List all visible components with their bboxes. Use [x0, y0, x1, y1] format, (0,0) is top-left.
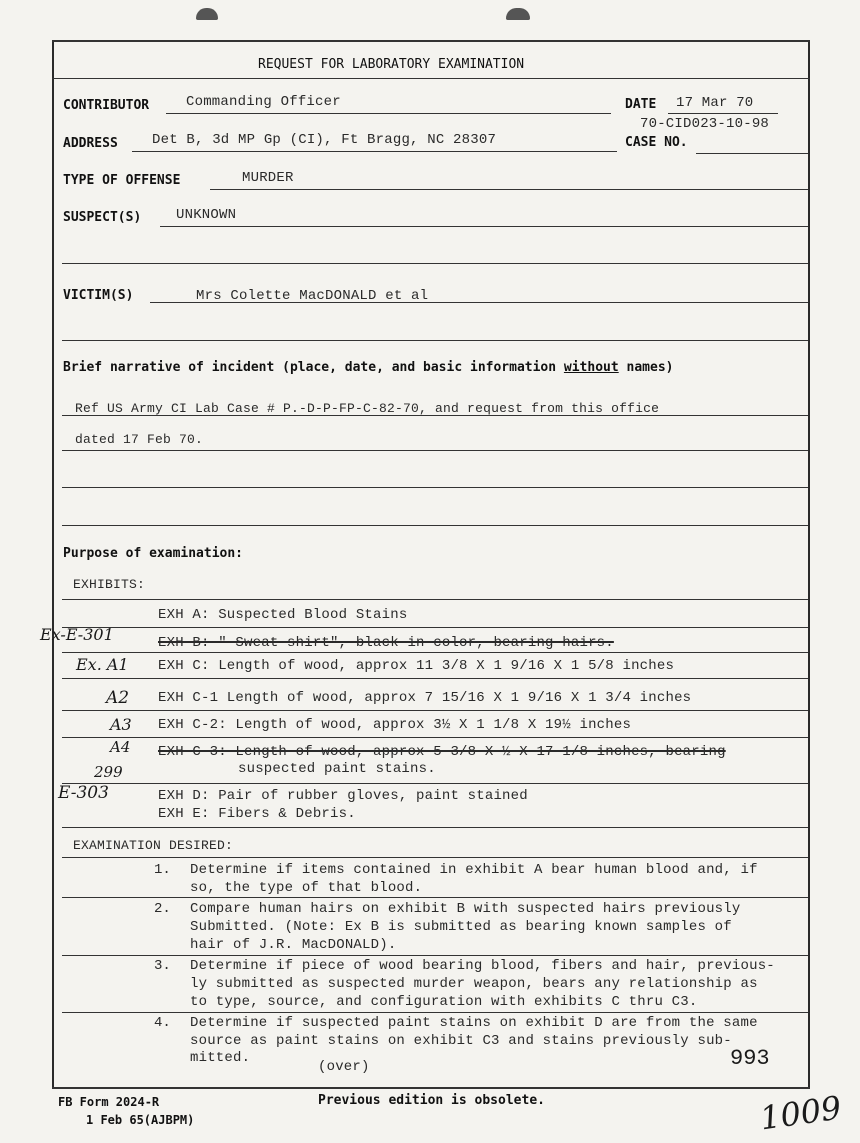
exam-rule	[62, 897, 808, 898]
exam-item-3-num: 3.	[154, 958, 171, 974]
narrative-label-post: names)	[618, 360, 674, 375]
address-underline	[132, 151, 617, 152]
narrative-line-2: dated 17 Feb 70.	[75, 432, 204, 447]
exhibit-c-text: EXH C: Length of wood, approx 11 3/8 X 1 9/16 X 1 5/8 inches	[158, 658, 675, 674]
punch-hole-left-icon	[196, 8, 218, 20]
narrative-label	[63, 360, 674, 375]
exhibit-c3-text: EXH C-3: Length of wood, approx 5 3/8 X ½ X 17 1/8 inches, bearing	[158, 744, 726, 760]
exhibits-rule	[62, 599, 808, 600]
form-border-left	[52, 40, 54, 1088]
examination-label: EXAMINATION DESIRED:	[73, 838, 234, 853]
exam-item-2-line-1: Compare human hairs on exhibit B with suspected hairs previously	[190, 901, 741, 917]
page-stamp: 993	[730, 1046, 770, 1071]
exhibit-c1-margin: A2	[106, 688, 130, 708]
exhibits-label: EXHIBITS:	[73, 577, 146, 592]
exam-item-3-line-3: to type, source, and configuration with exhibits C thru C3.	[190, 994, 698, 1010]
offense-value: MURDER	[242, 170, 294, 186]
exam-item-3-line-1: Determine if piece of wood bearing blood, fibers and hair, previous-	[190, 958, 775, 974]
address-value: Det B, 3d MP Gp (CI), Ft Bragg, NC 28307	[152, 132, 497, 148]
exhibits-end-rule	[62, 827, 808, 828]
exhibit-b-margin: Ex-E-301	[40, 625, 114, 644]
exhibit-rule	[62, 678, 808, 679]
exhibit-rule	[62, 627, 808, 628]
corner-number: 1009	[757, 1088, 844, 1138]
suspect-divider	[62, 263, 808, 264]
victim-divider	[62, 340, 808, 341]
exam-item-4-line-3: mitted.	[190, 1050, 251, 1066]
form-title: REQUEST FOR LABORATORY EXAMINATION	[258, 57, 525, 72]
exam-item-2-line-3: hair of J.R. MacDONALD).	[190, 937, 397, 953]
over-label: (over)	[318, 1059, 370, 1075]
exam-rule	[62, 955, 808, 956]
obsolete-note: Previous edition is obsolete.	[318, 1093, 545, 1108]
contributor-underline	[166, 113, 611, 114]
exam-item-1-line-2: so, the type of that blood.	[190, 880, 423, 896]
contributor-value: Commanding Officer	[186, 94, 341, 110]
exhibit-c1-text: EXH C-1 Length of wood, approx 7 15/16 X 1 9/16 X 1 3/4 inches	[158, 690, 692, 706]
narrative-line-1: Ref US Army CI Lab Case # P.-D-P-FP-C-82-70, and request from this office	[75, 401, 660, 416]
punch-hole-right-icon	[506, 8, 530, 20]
exhibit-a-text: EXH A: Suspected Blood Stains	[158, 607, 408, 623]
examination-label-rule	[62, 857, 808, 858]
form-number: FB Form 2024-R	[58, 1095, 160, 1109]
offense-label: TYPE OF OFFENSE	[63, 173, 181, 188]
case-no-value: 70-CID023-10-98	[640, 116, 770, 132]
narrative-rule-1	[62, 415, 808, 416]
exam-item-4-num: 4.	[154, 1015, 171, 1031]
exhibit-rule	[62, 652, 808, 653]
victim-label: VICTIM(S)	[63, 288, 134, 303]
narrative-label-underlined: without	[563, 360, 619, 375]
victim-underline	[150, 302, 808, 303]
narrative-rule-3	[62, 487, 808, 488]
exhibit-d-text: EXH D: Pair of rubber gloves, paint stained	[158, 788, 528, 804]
exam-item-1-num: 1.	[154, 862, 171, 878]
address-label: ADDRESS	[63, 136, 118, 151]
contributor-label: CONTRIBUTOR	[63, 98, 150, 113]
suspect-underline	[160, 226, 808, 227]
purpose-label: Purpose of examination:	[63, 546, 244, 561]
narrative-label-pre: Brief narrative of incident (place, date, and basic information	[63, 360, 564, 375]
exhibit-c2-margin: A3	[110, 715, 132, 734]
narrative-rule-4	[62, 525, 808, 526]
exhibit-c3-margin: A4	[110, 738, 131, 756]
exhibit-e-text: EXH E: Fibers & Debris.	[158, 806, 356, 822]
form-border-right	[808, 40, 810, 1088]
exhibit-c-margin: Ex. A1	[76, 655, 129, 674]
suspect-label: SUSPECT(S)	[63, 210, 142, 225]
exhibit-c3-continuation: suspected paint stains.	[238, 761, 436, 777]
exhibit-rule	[62, 783, 808, 784]
form-border-top	[52, 40, 810, 42]
exam-item-2-line-2: Submitted. (Note: Ex B is submitted as bearing known samples of	[190, 919, 732, 935]
exam-item-4-line-2: source as paint stains on exhibit C3 and stains previously sub-	[190, 1033, 732, 1049]
case-no-underline	[696, 153, 808, 154]
exhibit-b-text: EXH B: " Sweat shirt", black in color, bearing hairs.	[158, 635, 614, 651]
narrative-rule-2	[62, 450, 808, 451]
form-date: 1 Feb 65(AJBPM)	[86, 1113, 195, 1127]
exam-item-3-line-2: ly submitted as suspected murder weapon, bears any relationship as	[190, 976, 758, 992]
date-value: 17 Mar 70	[676, 95, 754, 111]
date-label: DATE	[625, 97, 657, 112]
exam-item-1-line-1: Determine if items contained in exhibit A bear human blood and, if	[190, 862, 758, 878]
exhibit-d-margin: E-303	[58, 783, 109, 803]
exam-item-4-line-1: Determine if suspected paint stains on exhibit D are from the same	[190, 1015, 758, 1031]
date-underline	[668, 113, 778, 114]
title-divider	[52, 78, 810, 79]
exam-rule	[62, 1012, 808, 1013]
case-no-label: CASE NO.	[625, 135, 688, 150]
offense-underline	[210, 189, 808, 190]
exhibit-rule	[62, 737, 808, 738]
form-border-bottom	[52, 1087, 810, 1089]
victim-value: Mrs Colette MacDONALD et al	[196, 288, 429, 304]
suspect-value: UNKNOWN	[176, 207, 237, 223]
exhibit-c3-margin-number: 299	[94, 763, 123, 781]
exhibit-rule	[62, 710, 808, 711]
exam-item-2-num: 2.	[154, 901, 171, 917]
exhibit-c2-text: EXH C-2: Length of wood, approx 3½ X 1 1/8 X 19½ inches	[158, 717, 632, 733]
